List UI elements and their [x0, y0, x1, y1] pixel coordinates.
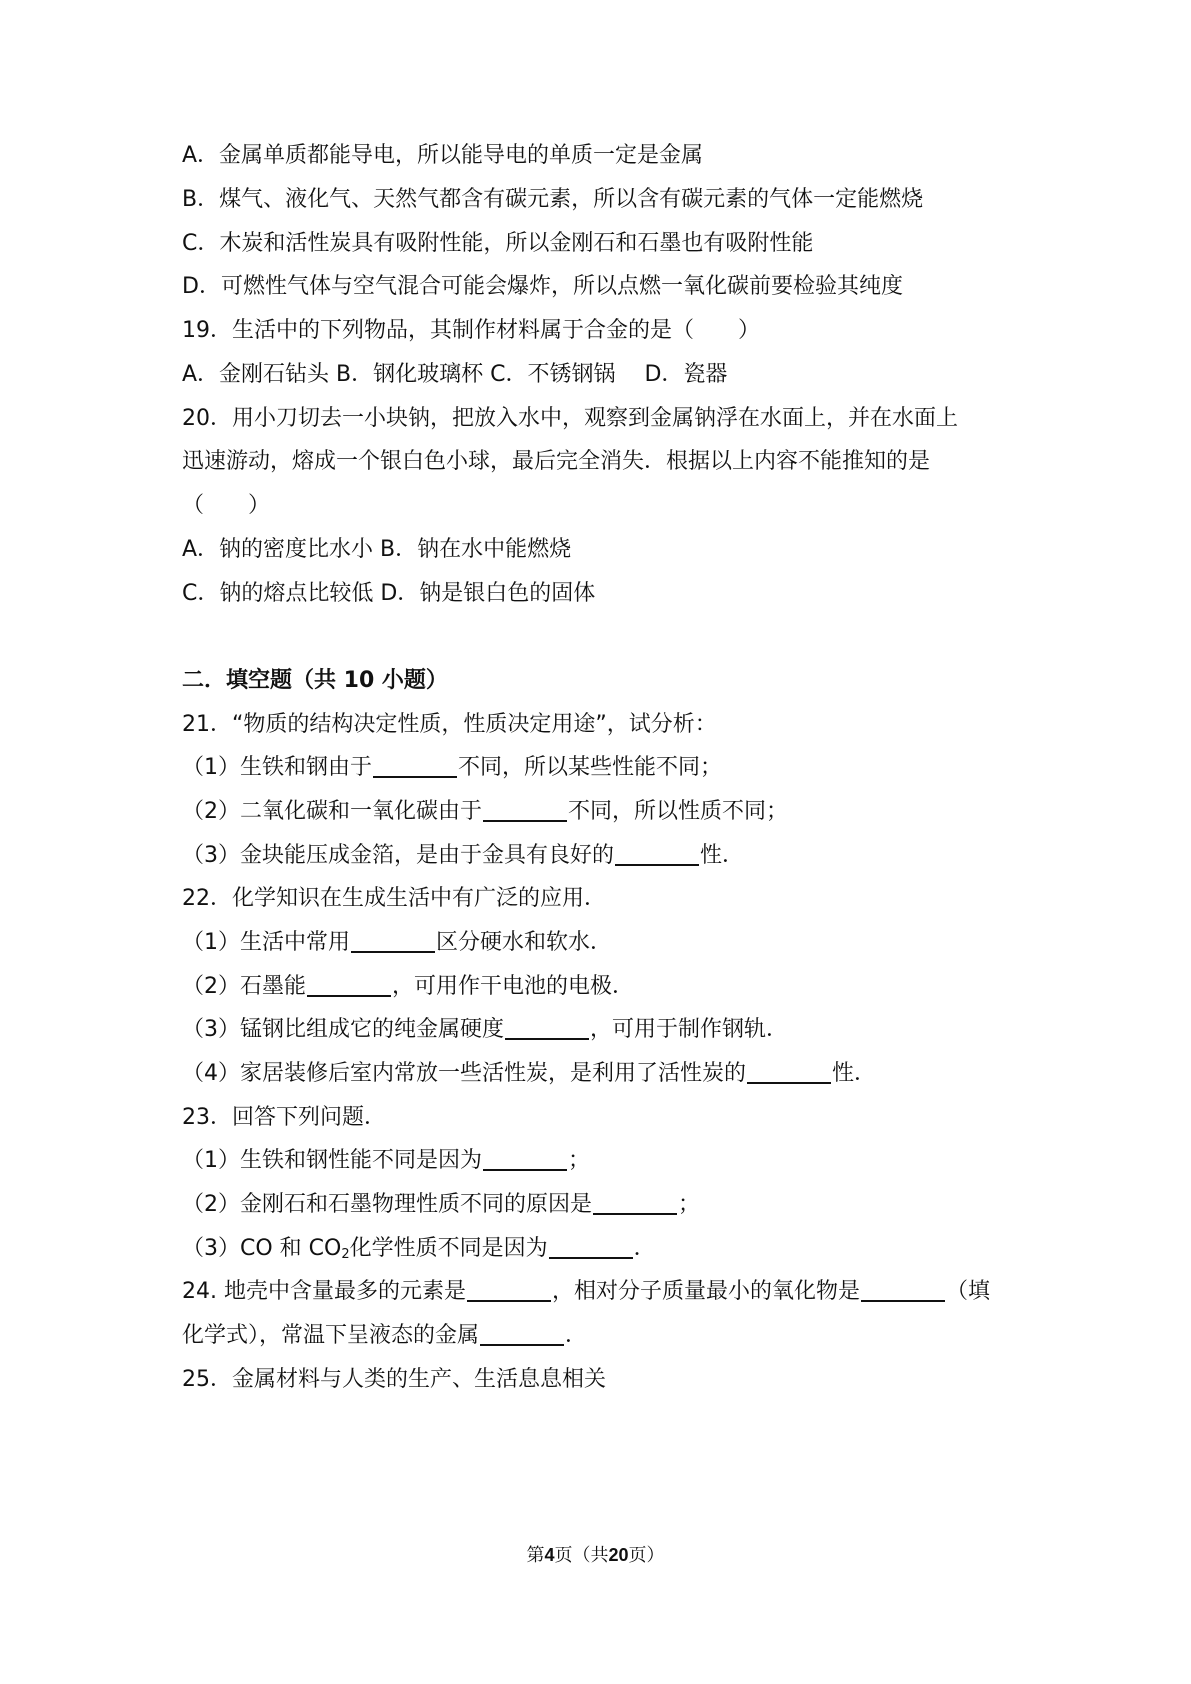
- q22-part1-tail: 区分硬水和软水．: [436, 930, 613, 955]
- q22-part3: [182, 1015, 788, 1045]
- q23-part3: [182, 1234, 656, 1270]
- q22-part2: [182, 972, 634, 1002]
- q22-blank-4[interactable]: [747, 1060, 831, 1084]
- q20-stem-line2: 迅速游动，熔成一个银白色小球，最后完全消失．根据以上内容不能推知的是: [182, 449, 931, 474]
- q23-part1: [182, 1146, 590, 1176]
- q24-blank-3[interactable]: [480, 1322, 564, 1346]
- q23-part3-mid: 化学性质不同是因为: [349, 1236, 548, 1261]
- footer-total-pages: 20: [608, 1545, 629, 1565]
- q22-stem: 22．化学知识在生成生活中有广泛的应用．: [182, 886, 606, 911]
- q21-blank-2[interactable]: [483, 798, 567, 822]
- q23-part3-tail: ．: [633, 1236, 656, 1261]
- q19-options: A．金刚石钻头 B．钢化玻璃杯 C．不锈钢锅 D．瓷器: [182, 362, 728, 387]
- q22-blank-1[interactable]: [351, 929, 435, 953]
- q24-line2: [182, 1321, 587, 1351]
- q23-co2-subscript: 2: [341, 1247, 350, 1262]
- q20-options-ab: A．钠的密度比水小 B．钠在水中能燃烧: [182, 537, 572, 562]
- page-footer: [0, 1543, 1191, 1568]
- q22-part1-text: （1）生活中常用: [182, 930, 350, 955]
- q22-part1: [182, 928, 612, 958]
- q22-part3-text: （3）锰钢比组成它的纯金属硬度: [182, 1017, 504, 1042]
- q22-part4-tail: 性．: [832, 1061, 877, 1086]
- q21-part1: [182, 753, 722, 783]
- q21-part3-text: （3）金块能压成金箔，是由于金具有良好的: [182, 843, 614, 868]
- q24-text-b: ，相对分子质量最小的氧化物是: [551, 1279, 860, 1304]
- q22-part2-text: （2）石墨能: [182, 974, 306, 999]
- q21-part3: [182, 841, 744, 871]
- footer-prefix: 第: [526, 1545, 545, 1566]
- q22-part4: [182, 1059, 876, 1089]
- q24-text-d: 化学式），常温下呈液态的金属: [182, 1323, 480, 1348]
- q25-stem: 25．金属材料与人类的生产、生活息息相关: [182, 1367, 606, 1392]
- q23-stem: 23．回答下列问题．: [182, 1105, 386, 1130]
- q18-option-c: C．木炭和活性炭具有吸附性能，所以金刚石和石墨也有吸附性能: [182, 231, 814, 256]
- q20-stem-line3: （ ）: [182, 493, 271, 518]
- q22-part3-tail: ，可用于制作钢轨．: [590, 1017, 789, 1042]
- q21-part3-tail: 性．: [700, 843, 745, 868]
- q23-part2-text: （2）金刚石和石墨物理性质不同的原因是: [182, 1192, 592, 1217]
- q21-part2: [182, 797, 788, 827]
- q24-text-a: 24. 地壳中含量最多的元素是: [182, 1279, 466, 1304]
- q18-option-a: A．金属单质都能导电，所以能导电的单质一定是金属: [182, 143, 704, 168]
- q22-part4-text: （4）家居装修后室内常放一些活性炭，是利用了活性炭的: [182, 1061, 746, 1086]
- q24-text-e: ．: [565, 1323, 588, 1348]
- q22-blank-3[interactable]: [505, 1016, 589, 1040]
- q21-blank-3[interactable]: [615, 842, 699, 866]
- q21-part2-text: （2）二氧化碳和一氧化碳由于: [182, 799, 482, 824]
- q23-part2-tail: ；: [678, 1192, 701, 1217]
- footer-suffix: 页）: [628, 1545, 665, 1566]
- q24-blank-2[interactable]: [861, 1278, 945, 1302]
- q20-options-cd: C．钠的熔点比较低 D．钠是银白色的固体: [182, 581, 596, 606]
- q23-part2: [182, 1190, 700, 1220]
- q18-option-b: B．煤气、液化气、天然气都含有碳元素，所以含有碳元素的气体一定能燃烧: [182, 187, 924, 212]
- q21-stem: 21．“物质的结构决定性质，性质决定用途”，试分析：: [182, 712, 717, 737]
- q23-part1-text: （1）生铁和钢性能不同是因为: [182, 1148, 482, 1173]
- q24-line1: [182, 1277, 990, 1307]
- footer-middle: 页（共: [554, 1545, 609, 1566]
- q22-part2-tail: ，可用作干电池的电极．: [392, 974, 635, 999]
- q23-part1-tail: ；: [568, 1148, 591, 1173]
- q22-blank-2[interactable]: [307, 973, 391, 997]
- q24-blank-1[interactable]: [467, 1278, 551, 1302]
- q21-blank-1[interactable]: [373, 754, 457, 778]
- q18-option-d: D．可燃性气体与空气混合可能会爆炸，所以点燃一氧化碳前要检验其纯度: [182, 274, 903, 299]
- q21-part1-tail: 不同，所以某些性能不同；: [458, 755, 723, 780]
- q23-blank-3[interactable]: [549, 1235, 633, 1259]
- q21-part2-tail: 不同，所以性质不同；: [568, 799, 789, 824]
- q19-stem: 19．生活中的下列物品，其制作材料属于合金的是（ ）: [182, 318, 760, 343]
- footer-page-number: 4: [544, 1545, 555, 1565]
- q21-part1-text: （1）生铁和钢由于: [182, 755, 372, 780]
- q23-blank-1[interactable]: [483, 1147, 567, 1171]
- q23-blank-2[interactable]: [593, 1191, 677, 1215]
- q23-part3-text: （3）CO 和 CO: [182, 1236, 342, 1261]
- q20-stem-line1: 20．用小刀切去一小块钠，把放入水中，观察到金属钠浮在水面上，并在水面上: [182, 406, 958, 431]
- q24-text-c: （填: [946, 1279, 991, 1304]
- section-title: 二．填空题（共 10 小题）: [182, 668, 448, 693]
